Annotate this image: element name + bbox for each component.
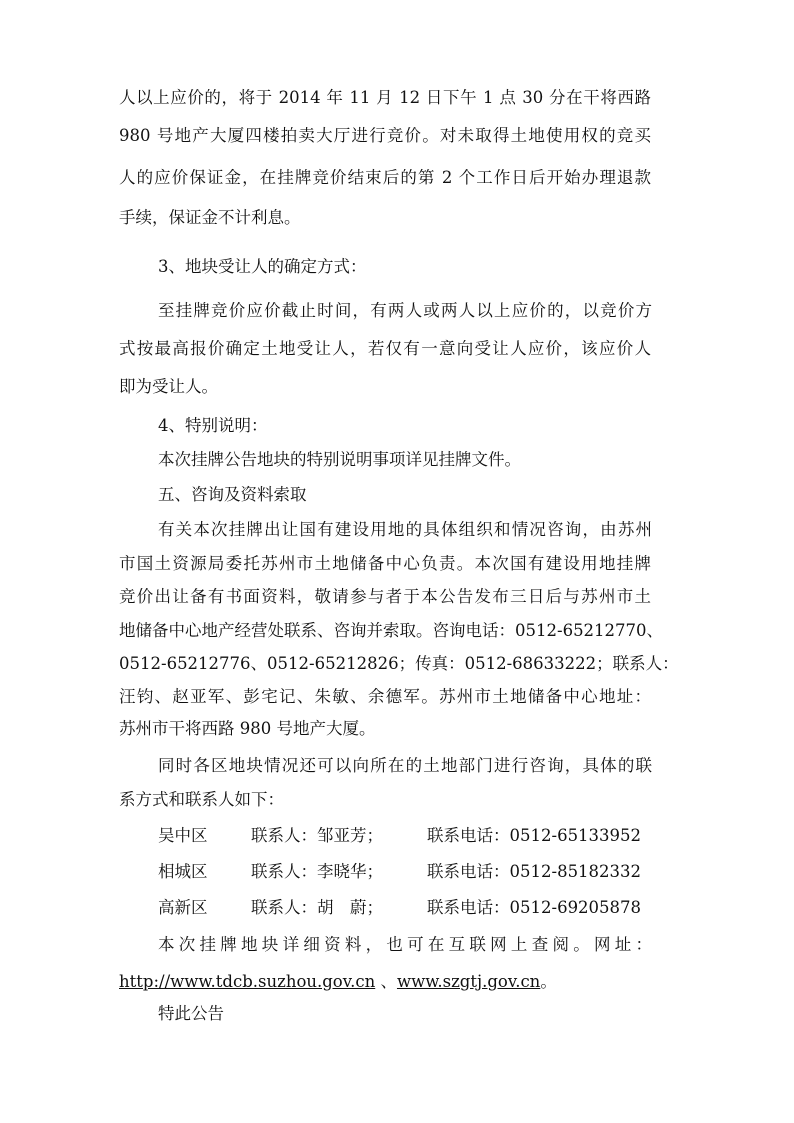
contact-phone: 联系电话：0512-85182332: [427, 862, 642, 881]
contact-person: 联系人：李晓华；: [251, 862, 383, 881]
document-page: 人以上应价的，将于 2014 年 11 月 12 日下午 1 点 30 分在干将西路 980 号地产大厦四楼拍卖大厅进行竞价。对未取得土地使用权的竞买 人的应价保证金，在挂牌竞价结束后的第 2 个工作日后开始办理退款 手续，保证金不计利息。 3、地块受让人的确定方式： 至挂牌竞价应价截止时间，有两人或两人以上应价的，以竞价方 式按最高报价确定土地受让人，若仅有一意向受让人应价，该应价人 即为受让人。 4、特别说明： 本次挂牌公告地块的特别说明事项详见挂牌文件。 五、咨询及资料索取 有关本次挂牌出让国有建设用地的具体组织和情况咨询，由苏州 市国土资源局委托苏州市土地储备中心负责。本次国有建设用地挂牌 竞价出让备有书面资料，敬请参与者于本公告发布三日后与苏州市土 地储备中心地产经营处联系、咨询并索取。咨询电话：0512-65212770、 0512-65212776、0512-65212826；传真：0512-68633222；联系人： 汪钧、赵亚军、彭宅记、朱敏、余德军。苏州市土地储备中心地址： 苏州市干将西路 980 号地产大厦。 同时各区地块情况还可以向所在的土地部门进行咨询，具体的联 系方式和联系人如下： 吴中区 联系人：邹亚芳； 联系电话：0512-65133952 相城区 联系人：李晓华； 联系电话：0512-85182332 高新区 联系人：胡 蔚； 联系电话：0512-69205878 本次挂牌地块详细资料，也可在互联网上查阅。网址： http://www.tdcb.suzhou.gov.cn 、www.szgtj.gov.cn。 特此公告: [119, 88, 679, 1023]
website-link-tdcb[interactable]: http://www.tdcb.suzhou.gov.cn: [119, 972, 376, 991]
contact-person: 联系人：邹亚芳；: [251, 826, 383, 845]
contact-phone: 联系电话：0512-69205878: [427, 898, 642, 917]
contact-district: 相城区: [158, 862, 208, 881]
sentence-end: 。: [540, 972, 557, 991]
contact-phone: 联系电话：0512-65133952: [427, 826, 642, 845]
link-separator: 、: [375, 972, 397, 991]
website-link-szgtj[interactable]: www.szgtj.gov.cn: [396, 972, 541, 991]
contact-district: 吴中区: [158, 826, 208, 845]
contact-district: 高新区: [158, 898, 208, 917]
contact-person: 联系人：胡 蔚；: [251, 898, 383, 917]
